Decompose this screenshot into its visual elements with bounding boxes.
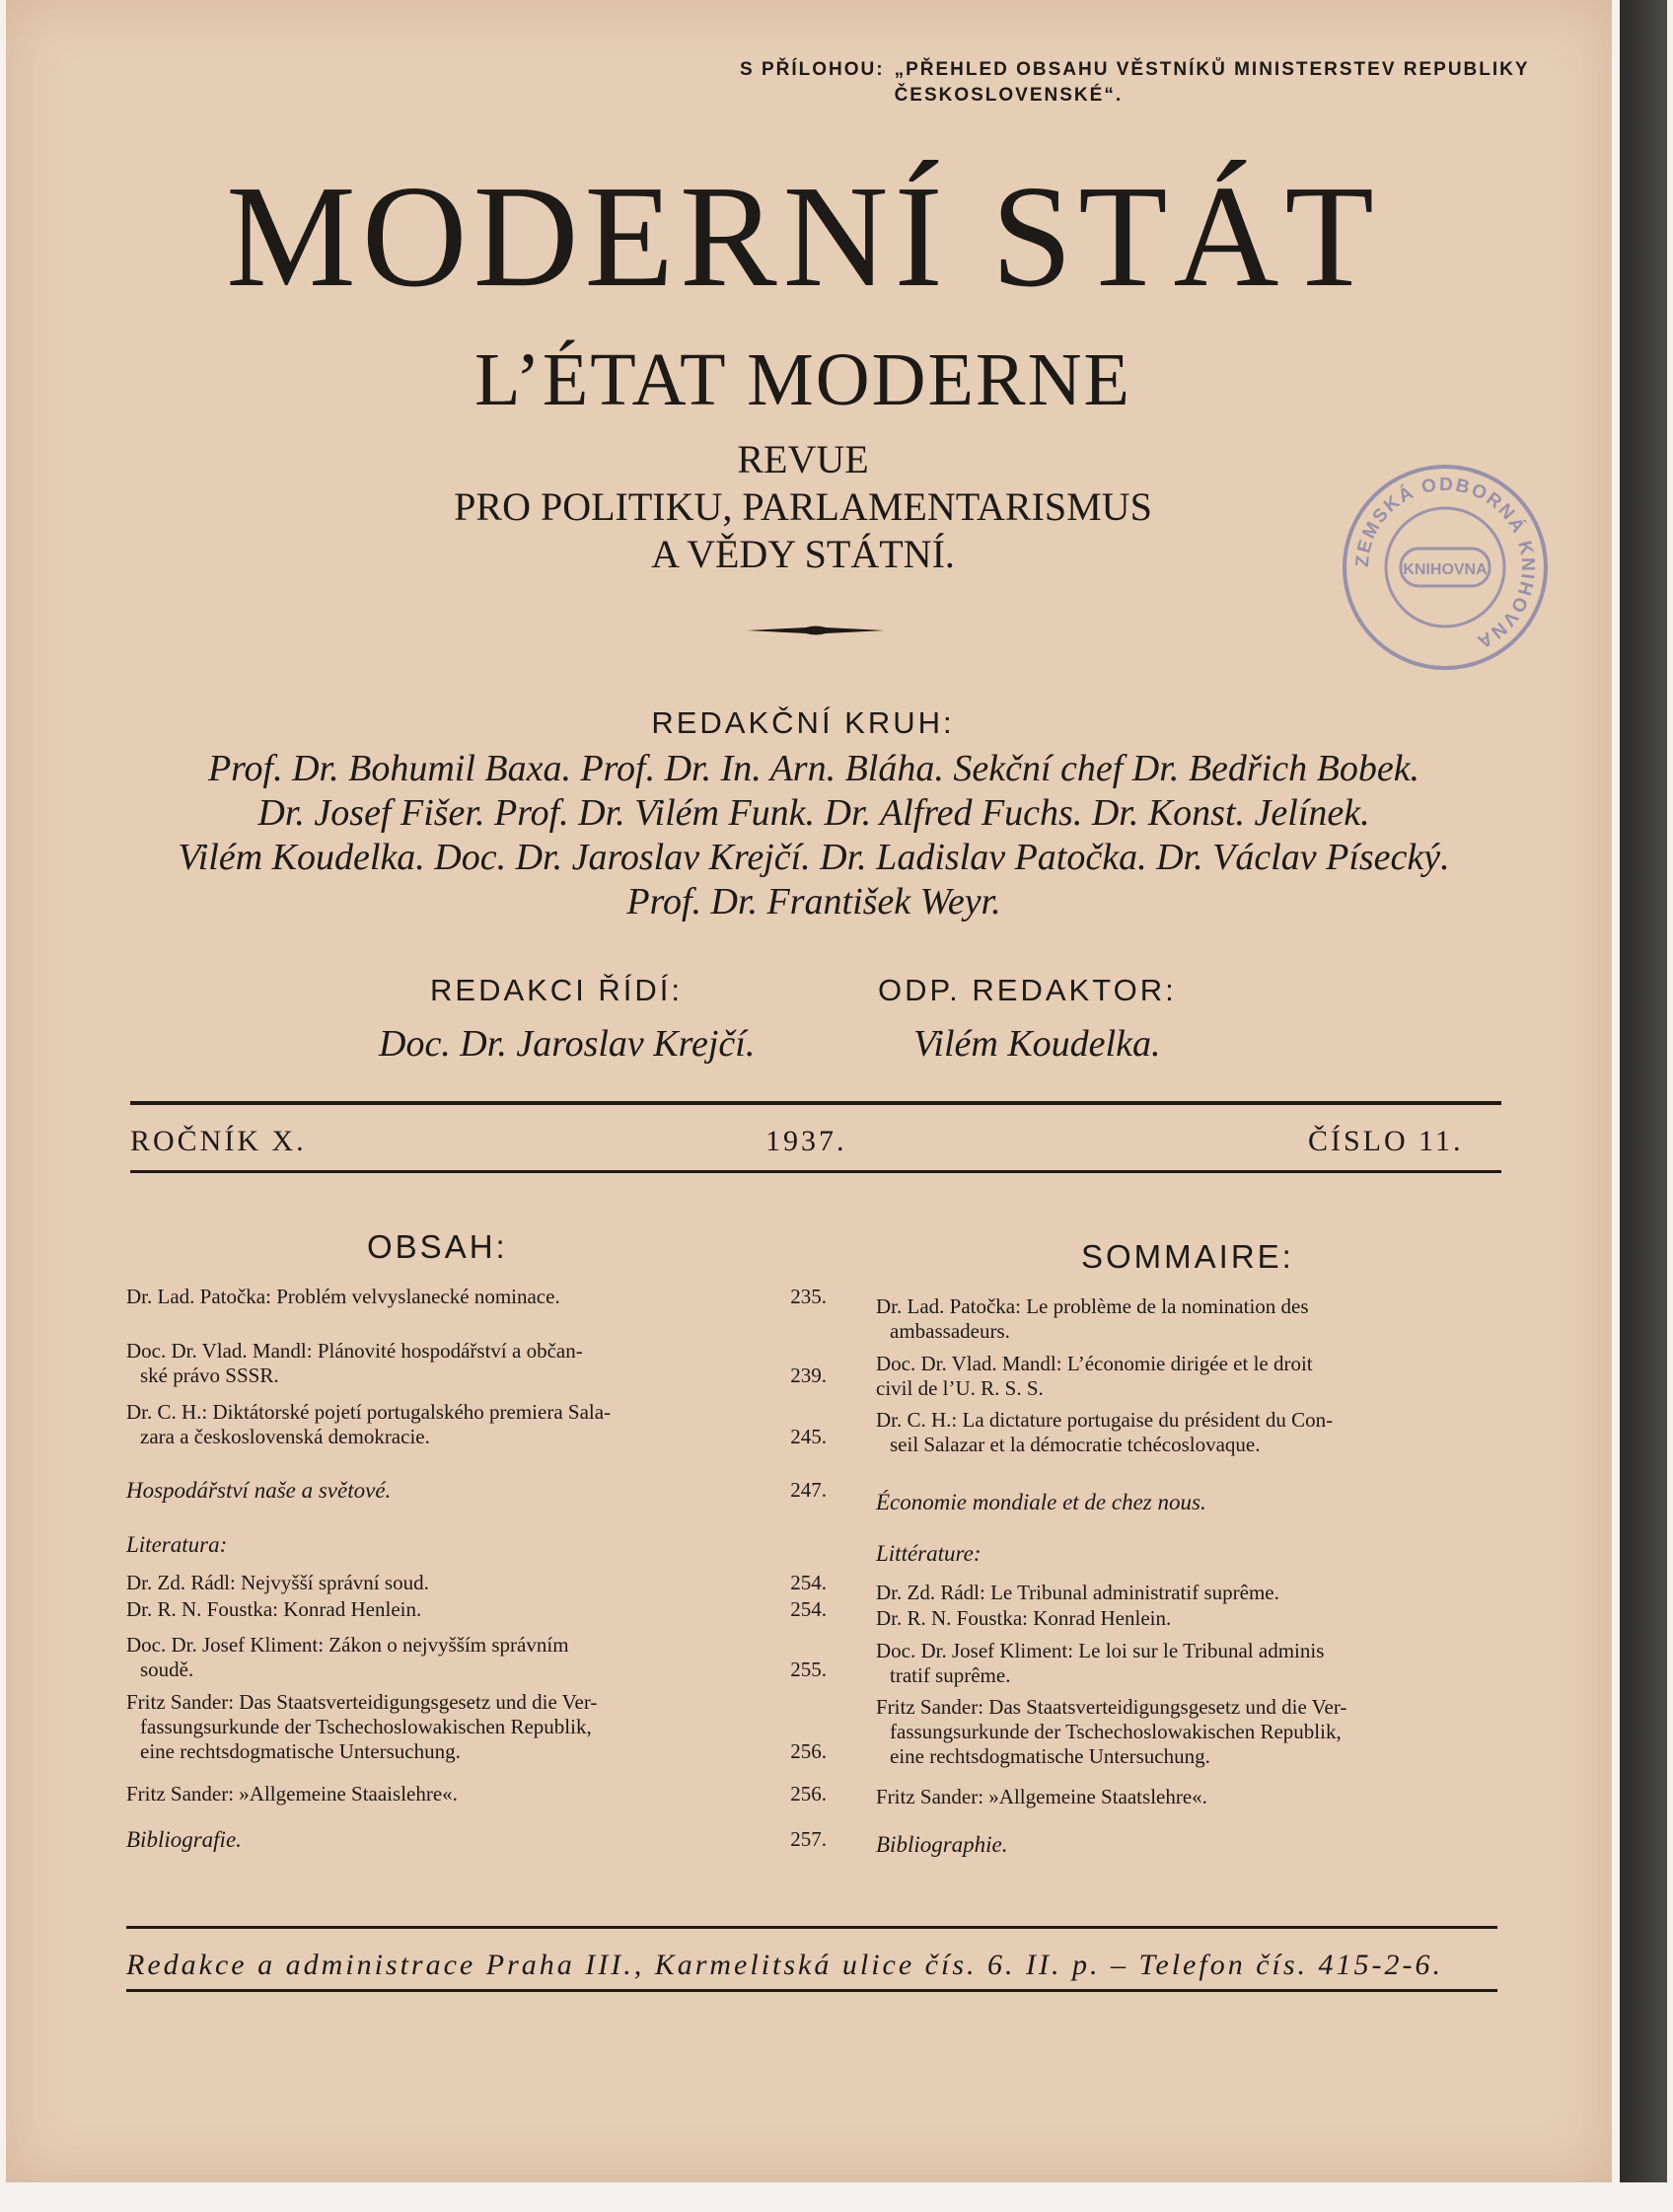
magazine-title-french: L’ÉTAT MODERNE xyxy=(474,338,1131,421)
czech-entry-line: Dr. Zd. Rádl: Nejvyšší správní soud. xyxy=(126,1571,429,1594)
czech-entry-line: zara a československá demokracie. xyxy=(140,1425,430,1448)
toc-page-number: 256. xyxy=(790,1782,827,1806)
czech-entry-line: Fritz Sander: »Allgemeine Staaislehre«. xyxy=(126,1782,458,1806)
library-stamp xyxy=(1340,462,1551,673)
french-entry-line: Fritz Sander: Das Staatsverteidigungsgesetz und die Ver- xyxy=(876,1695,1347,1719)
toc-page-number: 254. xyxy=(790,1571,827,1594)
editorial-board-line: Dr. Josef Fišer. Prof. Dr. Vilém Funk. Dr. Alfred Fuchs. Dr. Konst. Jelínek. xyxy=(257,792,1370,834)
czech-entry-line: Doc. Dr. Josef Kliment: Zákon o nejvyšším správním xyxy=(126,1633,569,1657)
issue-volume: ROČNÍK X. xyxy=(130,1125,307,1157)
toc-page-number: 254. xyxy=(790,1597,827,1621)
czech-entry-line: Dr. C. H.: Diktátorské pojetí portugalského premiera Sala- xyxy=(126,1400,612,1424)
magazine-title: MODERNÍ STÁT xyxy=(226,156,1380,318)
czech-entry xyxy=(126,1339,758,1388)
czech-entry-line: Dr. Lad. Patočka: Problém velvyslanecké nominace. xyxy=(126,1285,560,1308)
ornament-divider xyxy=(747,625,885,636)
editor-in-chief-heading: REDAKCI ŘÍDÍ: xyxy=(430,973,684,1007)
toc-page-number: 235. xyxy=(790,1285,827,1308)
french-entry xyxy=(876,1639,1507,1688)
french-entry-line: Dr. Zd. Rádl: Le Tribunal administratif suprême. xyxy=(876,1581,1279,1604)
french-entry-line: Bibliographie. xyxy=(876,1832,1008,1857)
supplement-note xyxy=(740,57,1549,109)
footer-rule-top xyxy=(126,1926,1497,1929)
french-entry-line: seil Salazar et la démocratie tchécoslovaque. xyxy=(890,1433,1261,1456)
french-entry-line: Économie mondiale et de chez nous. xyxy=(876,1490,1206,1514)
french-entry xyxy=(876,1541,1507,1566)
french-entry-line: Fritz Sander: »Allgemeine Staatslehre«. xyxy=(876,1785,1207,1808)
french-entry xyxy=(876,1408,1507,1457)
issue-number: ČÍSLO 11. xyxy=(1308,1125,1464,1157)
french-entry xyxy=(876,1832,1507,1857)
czech-entry xyxy=(126,1827,758,1852)
toc-page-number: 247. xyxy=(790,1478,827,1502)
french-entry-line: Doc. Dr. Vlad. Mandl: L’économie dirigée et le droit xyxy=(876,1352,1313,1375)
rule-top xyxy=(130,1101,1501,1105)
czech-entry xyxy=(126,1285,758,1309)
french-entry-line: Doc. Dr. Josef Kliment: Le loi sur le Tribunal adminis xyxy=(876,1639,1325,1662)
supplement-lead: S PŘÍLOHOU: xyxy=(740,59,885,80)
issue-year: 1937. xyxy=(765,1125,847,1157)
editorial-board-line: Prof. Dr. Bohumil Baxa. Prof. Dr. In. Arn. Bláha. Sekční chef Dr. Bedřich Bobek. xyxy=(207,748,1420,789)
czech-entry xyxy=(126,1690,758,1764)
scan-background xyxy=(0,2182,1673,2212)
czech-entry xyxy=(126,1633,758,1682)
page-edge-shadow xyxy=(1620,0,1667,2182)
editor-in-chief-name: Doc. Dr. Jaroslav Krejčí. xyxy=(379,1023,756,1065)
czech-entry-line: Doc. Dr. Vlad. Mandl: Plánovité hospodářství a občan- xyxy=(126,1339,583,1363)
french-entry-line: Dr. C. H.: La dictature portugaise du président du Con- xyxy=(876,1408,1334,1432)
french-entry xyxy=(876,1352,1507,1401)
french-entry xyxy=(876,1294,1507,1344)
french-entry-line: eine rechtsdogmatische Untersuchung. xyxy=(890,1744,1210,1768)
toc-page-number: 256. xyxy=(790,1739,827,1763)
editorial-board-line: Prof. Dr. František Weyr. xyxy=(626,881,1001,922)
subtitle-line: REVUE xyxy=(737,437,869,481)
editorial-board-heading: REDAKČNÍ KRUH: xyxy=(651,705,955,740)
czech-entry-line: Hospodářství naše a světové. xyxy=(126,1478,392,1503)
french-entry-line: Dr. R. N. Foustka: Konrad Henlein. xyxy=(876,1606,1172,1630)
czech-entry-line: soudě. xyxy=(140,1658,194,1681)
czech-entry-line: fassungsurkunde der Tschechoslowakischen Republik, xyxy=(140,1715,592,1738)
czech-entry-line: ské právo SSSR. xyxy=(140,1364,279,1387)
toc-page-number: 245. xyxy=(790,1425,827,1448)
stamp-ring-text: ZEMSKÁ ODBORNÁ KNIHOVNA xyxy=(1351,474,1539,653)
czech-entry xyxy=(126,1782,758,1806)
rule-bottom xyxy=(130,1170,1501,1173)
czech-entry-line: Bibliografie. xyxy=(126,1827,242,1852)
stamp-center-text: KNIHOVNA xyxy=(1403,561,1488,578)
french-entry xyxy=(876,1785,1507,1809)
french-entry-line: tratif suprême. xyxy=(890,1663,1011,1687)
czech-entry xyxy=(126,1597,758,1622)
responsible-editor-name: Vilém Koudelka. xyxy=(913,1023,1161,1065)
editorial-board-line: Vilém Koudelka. Doc. Dr. Jaroslav Krejčí. Dr. Ladislav Patočka. Dr. Václav Písecký. xyxy=(178,837,1450,878)
french-entry-line: civil de l’U. R. S. S. xyxy=(876,1376,1044,1400)
subtitle-line: PRO POLITIKU, PARLAMENTARISMUS xyxy=(454,484,1152,529)
czech-entry xyxy=(126,1571,758,1595)
toc-page-number: 255. xyxy=(790,1658,827,1681)
footer-address: Redakce a administrace Praha III., Karmelitská ulice čís. 6. II. p. – Telefon čís. 415-2-6. xyxy=(126,1949,1444,1981)
czech-entry-line: eine rechtsdogmatische Untersuchung. xyxy=(140,1739,461,1763)
toc-czech-heading: OBSAH: xyxy=(367,1228,508,1265)
french-entry xyxy=(876,1490,1507,1514)
french-entry-line: ambassadeurs. xyxy=(890,1319,1010,1343)
toc-page-number: 239. xyxy=(790,1364,827,1387)
editorial-board-list xyxy=(123,747,1504,924)
french-entry-line: Littérature: xyxy=(876,1541,982,1566)
french-entry xyxy=(876,1606,1507,1631)
czech-entry xyxy=(126,1478,758,1503)
supplement-text: „PŘEHLED OBSAHU VĚSTNÍKŮ MINISTERSTEV REPUBLIKY ČESKOSLOVENSKÉ“. xyxy=(894,59,1530,106)
french-entry xyxy=(876,1695,1507,1769)
czech-entry-line: Fritz Sander: Das Staatsverteidigungsgesetz und die Ver- xyxy=(126,1690,598,1714)
french-entry xyxy=(876,1581,1507,1605)
footer-rule-bottom xyxy=(126,1989,1497,1992)
czech-entry xyxy=(126,1532,758,1557)
french-entry-line: Dr. Lad. Patočka: Le problème de la nomination des xyxy=(876,1294,1309,1318)
responsible-editor-heading: ODP. REDAKTOR: xyxy=(878,973,1177,1007)
subtitle-line: A VĚDY STÁTNÍ. xyxy=(651,532,955,576)
toc-french-heading: SOMMAIRE: xyxy=(1081,1238,1294,1275)
toc-page-number: 257. xyxy=(790,1827,827,1851)
french-entry-line: fassungsurkunde der Tschechoslowakischen Republik, xyxy=(890,1720,1342,1743)
czech-entry xyxy=(126,1400,758,1449)
czech-entry-line: Dr. R. N. Foustka: Konrad Henlein. xyxy=(126,1597,422,1621)
czech-entry-line: Literatura: xyxy=(126,1532,228,1557)
